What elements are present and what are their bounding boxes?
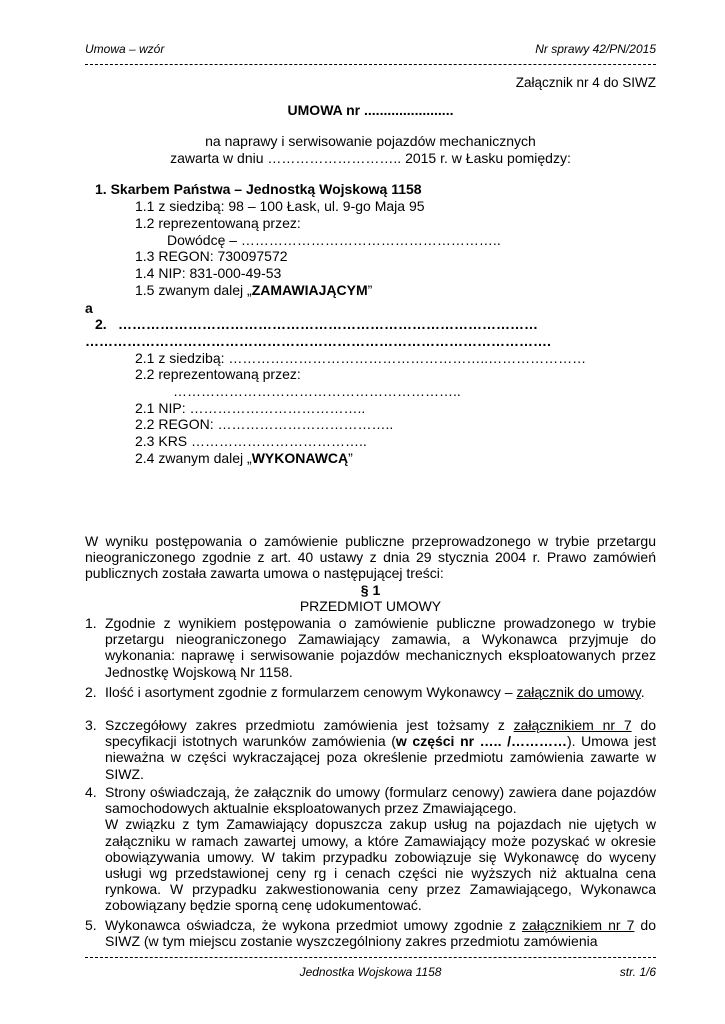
party1-heading: 1. Skarbem Państwa – Jednostką Wojskową 1158 <box>95 181 422 197</box>
party2-heading-num: 2. <box>95 316 107 332</box>
party2-item: 2.2 reprezentowaną przez: <box>135 366 301 382</box>
subtitle-1: na naprawy i serwisowanie pojazdów mechanicznych <box>205 133 536 149</box>
conjunction: a <box>85 300 93 316</box>
party2-item: 2.2 REGON: ……………………………….. <box>135 416 394 432</box>
subtitle-2: zawarta w dniu ……………………….. 2015 r. w Łasku pomiędzy: <box>170 150 571 166</box>
point-3: 3. Szczegółowy zakres przedmiotu zamówienia jest tożsamy z załącznikiem nr 7 do specyfikacji istotnych warunków zamówienia (w części nr ….. /…………). Umowa jest nieważna w części wykraczającej poza określenie przedmiotu zamówienia zawarte w SIWZ. <box>85 717 656 782</box>
section-mark: § 1 <box>360 582 381 598</box>
point-1: 1. Zgodnie z wynikiem postępowania o zamówienie publiczne prowadzonego w trybie przetargu nieograniczonego Zamawiający zamawia, a Wykonawca przyjmuje do wykonania: naprawę i serwisowanie pojazdów mechanicznych eksploatowanych przez Jednostkę Wojskową Nr 1158. <box>85 615 656 680</box>
document-title: UMOWA nr ....................... <box>287 102 454 118</box>
point-5: 5. Wykonawca oświadcza, że wykona przedmiot umowy zgodnie z załącznikiem nr 7 do SIWZ (w tym miejscu zostanie wyszczególniony zakres przedmiotu zamówienia <box>85 917 656 950</box>
party1-item: 1.1 z siedzibą: 98 – 100 Łask, ul. 9-go Maja 95 <box>135 198 425 214</box>
intro-paragraph: W wyniku postępowania o zamówienie publiczne przeprowadzonego w trybie przetargu nieograniczonego zgodnie z art. 40 ustawy z dnia 29 stycznia 2004 r. Prawo zamówień publicznych została zawarta umowa o następującej treści: <box>85 533 656 582</box>
page-header <box>85 42 656 56</box>
party2-item-2-4: 2.4 zwanym dalej „WYKONAWCĄ” <box>135 450 353 466</box>
point-2: 2. Ilość i asortyment zgodnie z formularzem cenowym Wykonawcy – załącznik do umowy. <box>85 684 645 700</box>
section-title: PRZEDMIOT UMOWY <box>299 598 442 614</box>
header-left: Umowa – wzór <box>85 42 165 56</box>
party2-item: 2.3 KRS ……………………………….. <box>135 433 367 449</box>
header-right: Nr sprawy 42/PN/2015 <box>535 42 656 56</box>
party1-item: Dowódcę – ……………………………………………….. <box>167 232 501 248</box>
party2-heading-dots: ……………………………………………………………………………… <box>118 316 538 332</box>
party1-item: 1.3 REGON: 730097572 <box>135 248 288 264</box>
party2-heading-dots-2: ………………………………………………………………………………………. <box>85 333 551 349</box>
party1-item: 1.2 reprezentowaną przez: <box>135 215 301 231</box>
footer-center: Jednostka Wojskowa 1158 <box>299 965 442 979</box>
page-number: str. 1/6 <box>619 965 656 979</box>
annex-label: Załącznik nr 4 do SIWZ <box>515 75 656 90</box>
point-4: 4. Strony oświadczają, że załącznik do umowy (formularz cenowy) zawiera dane pojazdów samochodowych aktualnie eksploatowanych przez Zmawiającego. W związku z tym Zamawiający dopuszcza zakup usług na pojazdach nie ujętych w załączniku w ramach zawartej umowy, a które Zamawiający może pozyskać w okresie obowiązywania umowy. W takim przypadku zobowiązuje się Wykonawcę do wyceny usługi wg przedstawionej ceny rg i cenach części nie wyższych niż aktualna cena rynkowa. W przypadku zakwestionowania ceny przez Zamawiającego, Wykonawca zobowiązany będzie sporną cenę udokumentować. <box>85 784 656 914</box>
party2-item: 2.1 NIP: ……………………………….. <box>135 400 366 416</box>
header-divider <box>85 64 656 65</box>
footer-divider <box>85 957 656 958</box>
party1-item: 1.4 NIP: 831-000-49-53 <box>135 265 282 281</box>
party2-item: 2.1 z siedzibą: ………………………………………………..………………… <box>135 350 587 366</box>
party1-item-1-5: 1.5 zwanym dalej „ZAMAWIAJĄCYM” <box>135 282 373 298</box>
party2-item: …………………………………………………….. <box>173 383 461 399</box>
